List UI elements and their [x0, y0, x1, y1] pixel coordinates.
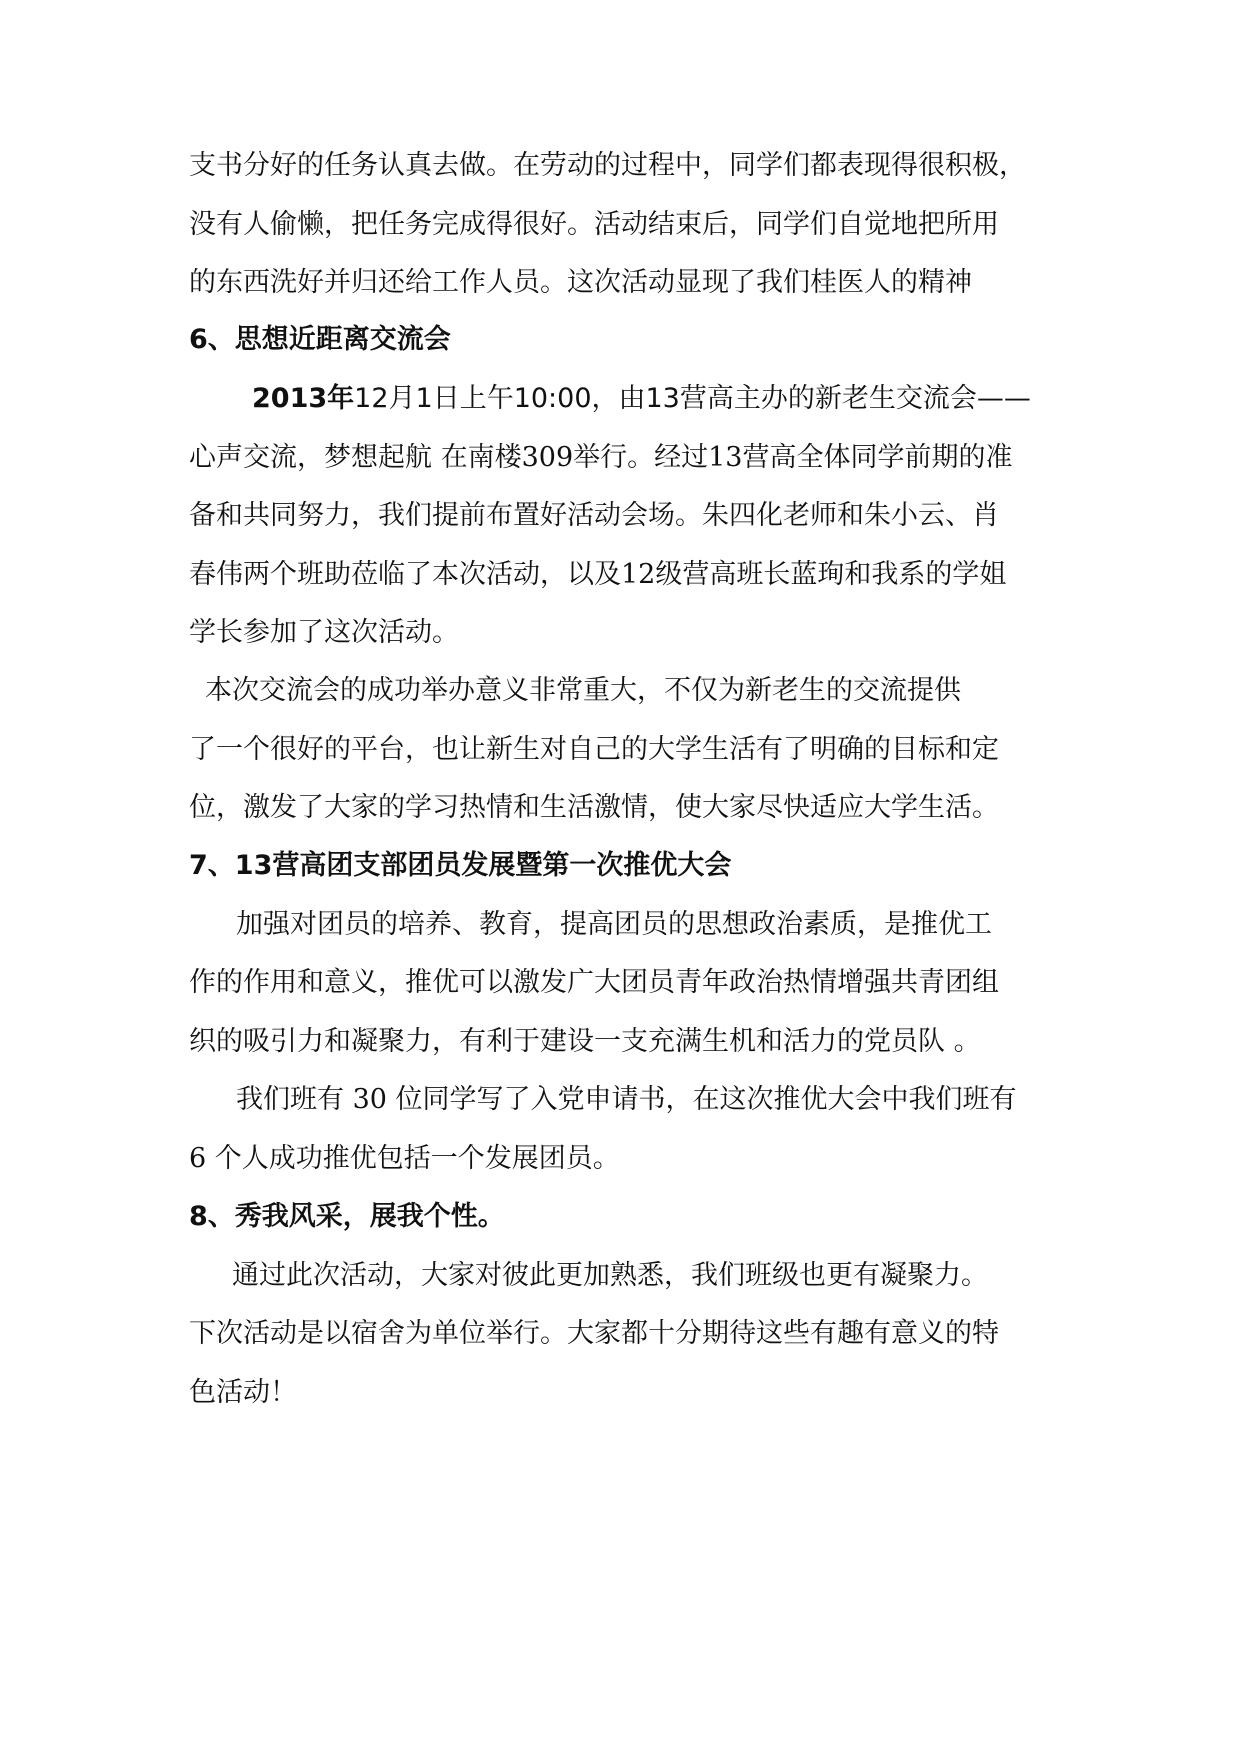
body-text-line: 备和共同努力，我们提前布置好活动会场。朱四化老师和朱小云、肖 — [189, 500, 999, 531]
body-text-line: 支书分好的任务认真去做。在劳动的过程中，同学们都表现得很积极， — [189, 150, 1026, 181]
body-text-line: 下次活动是以宿舍为单位举行。大家都十分期待这些有趣有意义的特 — [189, 1318, 999, 1349]
body-text-line: 织的吸引力和凝聚力，有利于建设一支充满生机和活力的党员队 。 — [189, 1026, 981, 1057]
section-heading: 6、思想近距离交流会 — [189, 324, 451, 355]
body-text-line: 通过此次活动，大家对彼此更加熟悉，我们班级也更有凝聚力。 — [232, 1260, 988, 1291]
body-text-segment: 12月1日上午10:00，由13营高主办的新老生交流会—— — [354, 383, 1031, 414]
body-text-line: 学长参加了这次活动。 — [189, 617, 459, 648]
body-text-line: 色活动！ — [189, 1377, 297, 1408]
body-text-line: 6 个人成功推优包括一个发展团员。 — [189, 1143, 620, 1174]
body-text-line: 作的作用和意义，推优可以激发广大团员青年政治热情增强共青团组 — [189, 967, 999, 998]
body-text-line: 位，激发了大家的学习热情和生活激情，使大家尽快适应大学生活。 — [189, 792, 999, 823]
body-text-line: 我们班有 30 位同学写了入党申请书，在这次推优大会中我们班有 — [236, 1084, 1017, 1115]
body-text-line: 没有人偷懒，把任务完成得很好。活动结束后，同学们自觉地把所用 — [189, 209, 999, 240]
body-text-line: 加强对团员的培养、教育，提高团员的思想政治素质，是推优工 — [236, 909, 992, 940]
body-text-line: 心声交流，梦想起航 在南楼309举行。经过13营高全体同学前期的准 — [189, 442, 1013, 473]
body-text-line — [252, 381, 1031, 417]
section-heading: 8、秀我风采，展我个性。 — [189, 1201, 505, 1232]
body-text-line: 的东西洗好并归还给工作人员。这次活动显现了我们桂医人的精神 — [189, 267, 972, 298]
body-text-line: 了一个很好的平台，也让新生对自己的大学生活有了明确的目标和定 — [189, 734, 999, 765]
bold-year: 2013年 — [252, 383, 355, 414]
body-text-line: 本次交流会的成功举办意义非常重大，不仅为新老生的交流提供 — [205, 675, 961, 706]
body-text-line: 春伟两个班助莅临了本次活动，以及12级营高班长蓝珣和我系的学姐 — [189, 559, 1007, 590]
section-heading: 7、13营高团支部团员发展暨第一次推优大会 — [189, 850, 732, 881]
